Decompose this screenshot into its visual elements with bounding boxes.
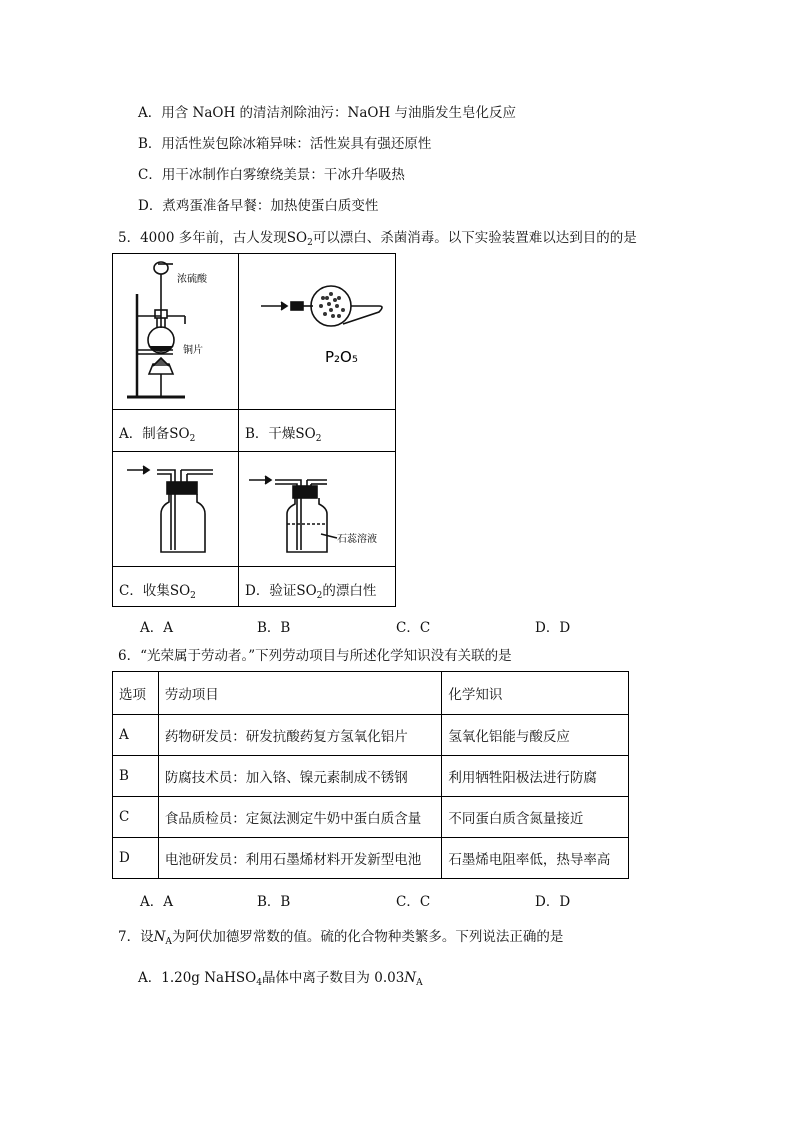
q6-stem: 6．“光荣属于劳动者。”下列劳动项目与所述化学知识没有关联的是	[118, 648, 512, 664]
cell-label-d: D．验证$SO_2$的漂白性	[245, 583, 377, 601]
q5-answer-c[interactable]: C．C	[396, 620, 431, 636]
table-header: 选项	[113, 672, 159, 715]
q5-answer-a[interactable]: A．A	[140, 620, 173, 636]
collection-bottle-diagram	[113, 452, 238, 566]
q6-answer-a[interactable]: A．A	[140, 894, 173, 910]
q4-option-b: B．用活性炭包除冰箱异味：活性炭具有强还原性	[138, 136, 432, 152]
q7-option-a: A．1.20g NaHSO$_4$晶体中离子数目为 $0.03N_A$	[138, 970, 423, 988]
litmus-bottle-diagram	[239, 452, 396, 566]
table-row	[113, 715, 629, 756]
q6-answer-b[interactable]: B．B	[257, 894, 291, 910]
table-cell: 药物研发员：研发抗酸药复方氢氧化铝片	[158, 715, 442, 756]
table-cell: 食品质检员：定氮法测定牛奶中蛋白质含量	[158, 797, 442, 838]
table-row	[113, 756, 629, 797]
label-p2o5: P₂O₅	[325, 348, 358, 366]
q5-stem: 5．4000 多年前，古人发现$SO_2$可以漂白、杀菌消毒。以下实验装置难以达到目的的是	[118, 230, 637, 248]
grid-divider	[113, 409, 395, 410]
q5-answer-b[interactable]: B．B	[257, 620, 291, 636]
table-cell: 氢氧化铝能与酸反应	[442, 715, 629, 756]
table-header-row	[113, 672, 629, 715]
q4-option-d: D．煮鸡蛋准备早餐：加热使蛋白质变性	[138, 198, 379, 214]
table-cell: B	[113, 756, 159, 797]
table-cell: D	[113, 838, 159, 879]
so2-generator-diagram	[113, 254, 238, 409]
label-copper: 铜片	[183, 345, 203, 356]
table-header: 劳动项目	[158, 672, 442, 715]
table-row	[113, 797, 629, 838]
table-row	[113, 838, 629, 879]
q7-stem: 7．设$N_A$为阿伏加德罗常数的值。硫的化合物种类繁多。下列说法正确的是	[118, 929, 564, 947]
q5-answer-d[interactable]: D．D	[535, 620, 571, 636]
q6-answer-c[interactable]: C．C	[396, 894, 431, 910]
label-conc-acid: 浓硫酸	[177, 274, 207, 285]
table-cell: A	[113, 715, 159, 756]
q5-apparatus-grid	[112, 253, 396, 607]
grid-divider	[113, 566, 395, 567]
table-cell: 石墨烯电阻率低，热导率高	[442, 838, 629, 879]
table-cell: 防腐技术员：加入铬、镍元素制成不锈钢	[158, 756, 442, 797]
table-cell: 电池研发员：利用石墨烯材料开发新型电池	[158, 838, 442, 879]
table-header: 化学知识	[442, 672, 629, 715]
table-cell: 利用牺牲阳极法进行防腐	[442, 756, 629, 797]
q6-answer-d[interactable]: D．D	[535, 894, 571, 910]
cell-label-a: A．制备$SO_2$	[119, 426, 196, 444]
table-cell: C	[113, 797, 159, 838]
drying-tube-diagram	[239, 254, 396, 409]
q4-option-c: C．用干冰制作白雾缭绕美景：干冰升华吸热	[138, 167, 405, 183]
table-cell: 不同蛋白质含氮量接近	[442, 797, 629, 838]
cell-label-c: C．收集$SO_2$	[119, 583, 196, 601]
q6-table	[112, 671, 629, 879]
label-litmus: 石蕊溶液	[337, 534, 377, 545]
cell-label-b: B．干燥$SO_2$	[245, 426, 322, 444]
q4-option-a: A．用含 NaOH 的清洁剂除油污：NaOH 与油脂发生皂化反应	[138, 105, 517, 121]
